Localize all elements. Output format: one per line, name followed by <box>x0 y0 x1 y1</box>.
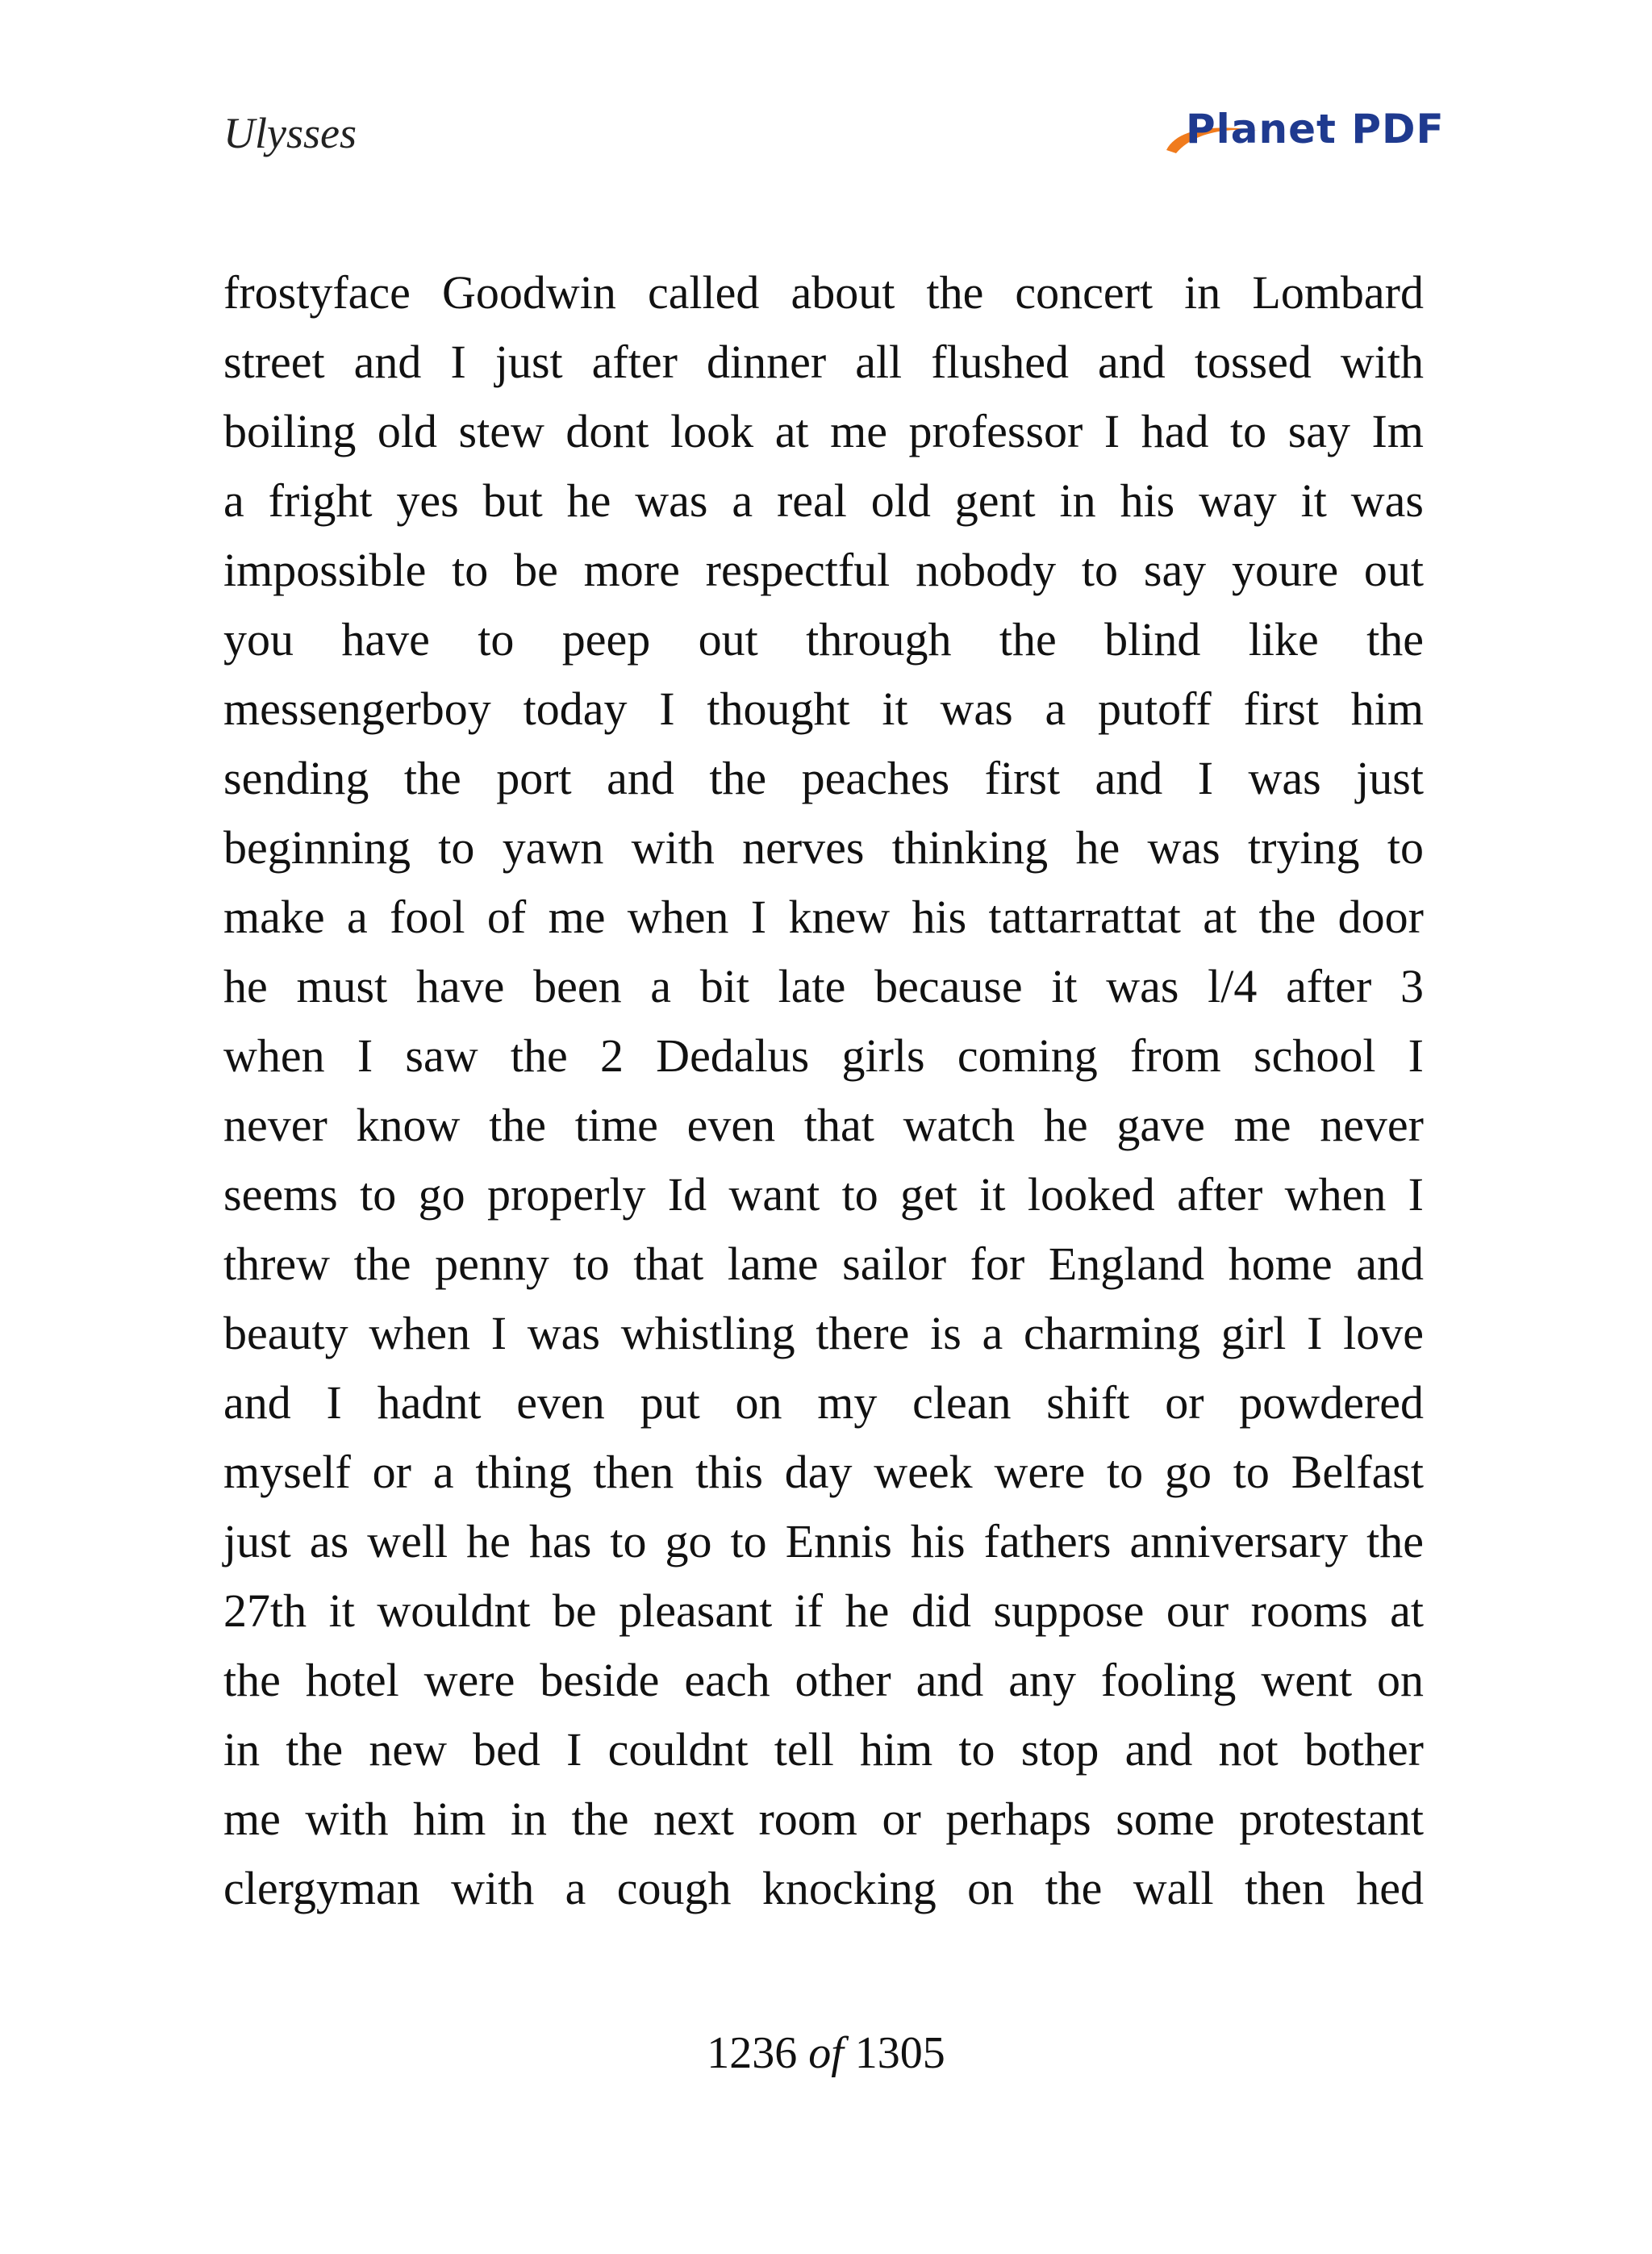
text-line: sending the port and the peaches first and I was just <box>223 752 1424 804</box>
running-title: Ulysses <box>223 109 357 157</box>
text-line: when I saw the 2 Dedalus girls coming from school I <box>223 1029 1424 1082</box>
text-line: messengerboy today I thought it was a putoff first him <box>223 682 1424 735</box>
text-line: beauty when I was whistling there is a charming girl I love <box>223 1307 1424 1359</box>
text-line: frostyface Goodwin called about the concert in Lombard <box>223 266 1424 319</box>
page-body-text <box>223 258 1424 1923</box>
text-line: you have to peep out through the blind like the <box>223 613 1424 666</box>
text-line: he must have been a bit late because it was l/4 after 3 <box>223 960 1424 1012</box>
text-line: myself or a thing then this day week were to go to Belfast <box>223 1446 1424 1498</box>
text-line: me with him in the next room or perhaps some protestant <box>223 1793 1424 1845</box>
text-line: seems to go properly Id want to get it looked after when I <box>223 1168 1424 1221</box>
text-line: and I hadnt even put on my clean shift or powdered <box>223 1376 1424 1429</box>
text-line: in the new bed I couldnt tell him to stop and not bother <box>223 1723 1424 1776</box>
current-page: 1236 <box>707 2028 798 2078</box>
text-line: a fright yes but he was a real old gent in his way it was <box>223 474 1424 527</box>
text-line: just as well he has to go to Ennis his fathers anniversary the <box>223 1515 1424 1567</box>
text-line: never know the time even that watch he gave me never <box>223 1099 1424 1151</box>
total-pages: 1305 <box>854 2028 945 2078</box>
text-line: street and I just after dinner all flushed and tossed with <box>223 336 1424 388</box>
page-number <box>0 2025 1652 2081</box>
text-line: 27th it wouldnt be pleasant if he did suppose our rooms at <box>223 1584 1424 1637</box>
planet-pdf-logo <box>1162 103 1445 168</box>
text-line: make a fool of me when I knew his tattarrattat at the door <box>223 891 1424 943</box>
text-line: the hotel were beside each other and any fooling went on <box>223 1654 1424 1706</box>
logo-text: Planet PDF <box>1186 106 1445 152</box>
text-line: beginning to yawn with nerves thinking he was trying to <box>223 821 1424 874</box>
text-line: threw the penny to that lame sailor for England home and <box>223 1238 1424 1290</box>
text-line: impossible to be more respectful nobody to say youre out <box>223 544 1424 596</box>
text-line: boiling old stew dont look at me professor I had to say Im <box>223 405 1424 457</box>
page-of-label: of <box>808 2028 844 2078</box>
text-line: clergyman with a cough knocking on the wall then hed <box>223 1862 1424 1914</box>
